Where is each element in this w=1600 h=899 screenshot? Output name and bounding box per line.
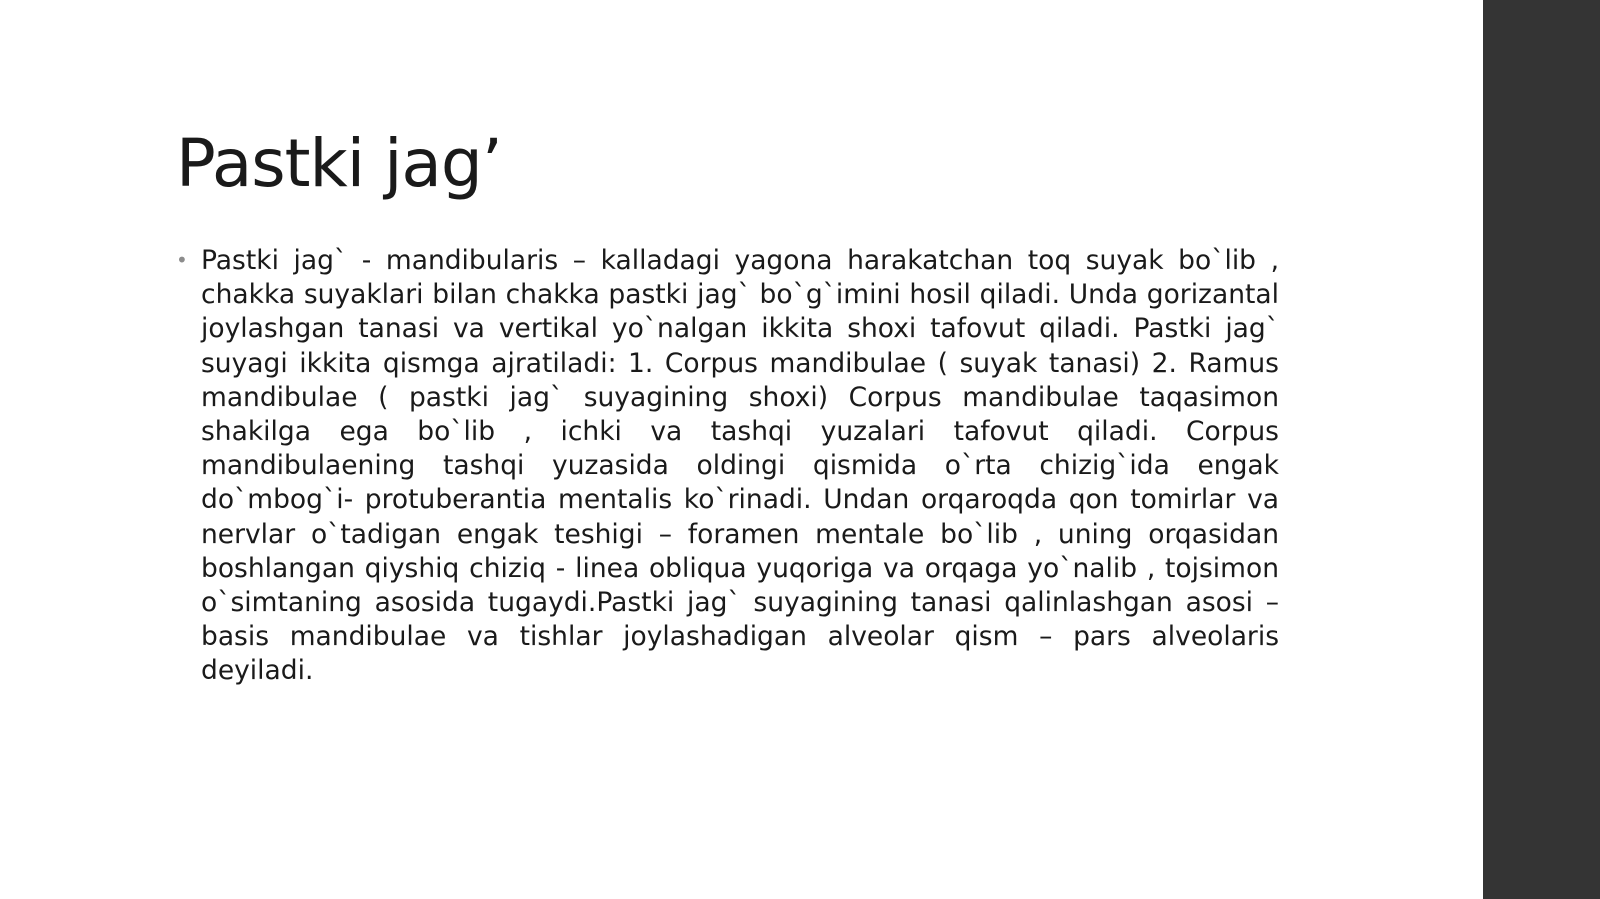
slide-title: Pastki jag’ <box>176 125 502 202</box>
bullet-item <box>176 244 1279 689</box>
bullet-marker: • <box>176 248 188 272</box>
bullet-text: Pastki jag` - mandibularis – kalladagi yagona harakatchan toq suyak bo`lib , chakka suyaklari bilan chakka pastki jag` bo`g`imini hosil qiladi. Unda gorizantal joylashgan tanasi va vertikal yo`nalgan ikkita shoxi tafovut qiladi. Pastki jag` suyagi ikkita qismga ajratiladi: 1. Corpus mandibulae ( suyak tanasi) 2. Ramus mandibulae ( pastki jag` suyagining shoxi) Corpus mandibulae taqasimon shakilga ega bo`lib , ichki va tashqi yuzalari tafovut qiladi. Corpus mandibulaening tashqi yuzasida oldingi qismida o`rta chizig`ida engak do`mbog`i- protuberantia mentalis ko`rinadi. Undan orqaroqda qon tomirlar va nervlar o`tadigan engak teshigi – foramen mentale bo`lib , uning orqasidan boshlangan qiyshiq chiziq - linea obliqua yuqoriga va orqaga yo`nalib , tojsimon o`simtaning asosida tugaydi.Pastki jag` suyagining tanasi qalinlashgan asosi – basis mandibulae va tishlar joylashadigan alveolar qism – pars alveolaris deyiladi. <box>201 245 1279 687</box>
decorative-side-bar <box>1483 0 1600 899</box>
bullet-list <box>176 244 1279 689</box>
